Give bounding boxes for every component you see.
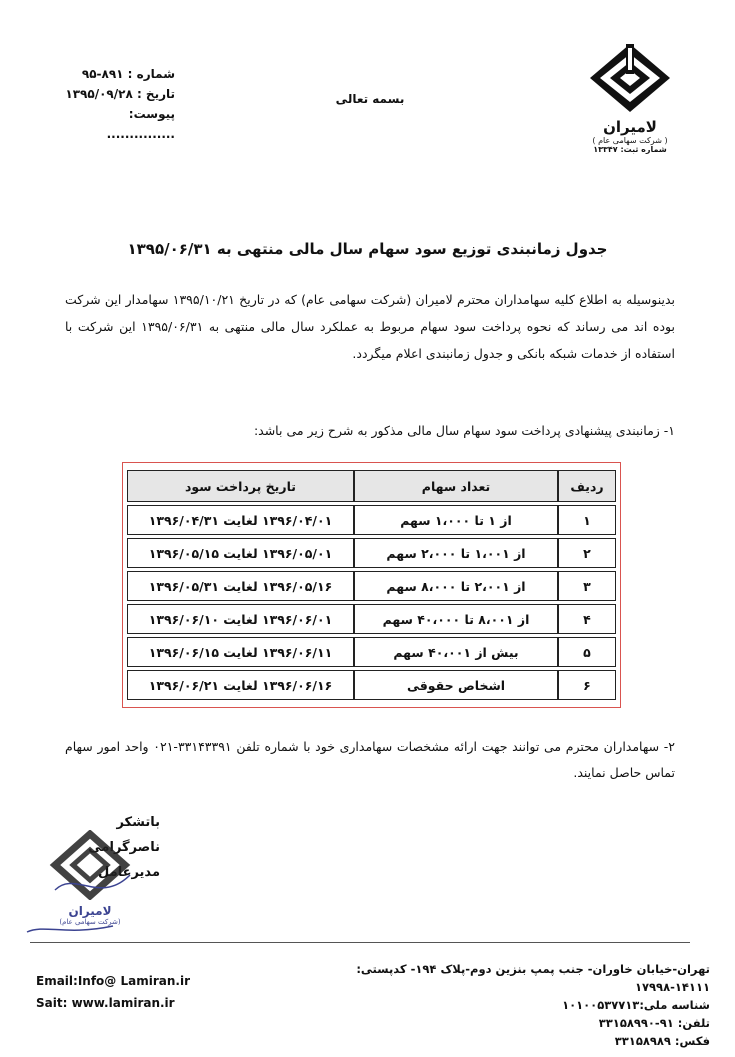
cell-share-range: از ۲،۰۰۱ تا ۸،۰۰۰ سهم xyxy=(354,571,558,601)
col-header-payment-date: تاریخ پرداخت سود xyxy=(127,470,354,502)
col-header-row: ردیف xyxy=(558,470,616,502)
signature-thanks: باتشکر xyxy=(116,815,160,830)
footer-phone: تلفن: ۹۱-۳۳۱۵۸۹۹۰ xyxy=(598,1016,710,1030)
cell-row-number: ۵ xyxy=(558,637,616,667)
stamp-logo-icon xyxy=(45,830,135,900)
letter-date: تاریخ : ۱۳۹۵/۰۹/۲۸ xyxy=(65,87,175,101)
cell-payment-date: ۱۳۹۶/۰۵/۱۶ لغایت ۱۳۹۶/۰۵/۳۱ xyxy=(127,571,354,601)
footer-website: Sait: www.lamiran.ir xyxy=(36,996,175,1010)
cell-share-range: بیش از ۴۰،۰۰۱ سهم xyxy=(354,637,558,667)
cell-row-number: ۱ xyxy=(558,505,616,535)
cell-payment-date: ۱۳۹۶/۰۴/۰۱ لغایت ۱۳۹۶/۰۴/۳۱ xyxy=(127,505,354,535)
company-logo xyxy=(580,42,680,167)
table-row xyxy=(127,538,616,568)
cell-row-number: ۲ xyxy=(558,538,616,568)
cell-payment-date: ۱۳۹۶/۰۶/۰۱ لغایت ۱۳۹۶/۰۶/۱۰ xyxy=(127,604,354,634)
letter-meta xyxy=(60,64,175,144)
logo-name: لامیران xyxy=(603,118,657,136)
stamp-name: لامیران xyxy=(68,904,112,918)
cell-row-number: ۳ xyxy=(558,571,616,601)
intro-paragraph: بدینوسیله به اطلاع کلیه سهامداران محترم لامیران (شرکت سهامی عام) که در تاریخ ۱۳۹۵/۱۰/۲۱ سهامدار این شرکت بوده اند می رساند که نحوه پرداخت سود سهام مربوط به عملکرد سال مالی منتهی به ۱۳۹۵/۰۶/۳۱ این شرکت با استفاده از خدمات شبکه بانکی و جدول زمانبندی اعلام میگردد. xyxy=(65,292,675,361)
cell-row-number: ۴ xyxy=(558,604,616,634)
table-row xyxy=(127,637,616,667)
cell-share-range: از ۱ تا ۱،۰۰۰ سهم xyxy=(354,505,558,535)
cell-share-range: از ۱،۰۰۱ تا ۲،۰۰۰ سهم xyxy=(354,538,558,568)
footer-email: Email:Info@ Lamiran.ir xyxy=(36,974,190,988)
item-2: ۲- سهامداران محترم می توانند جهت ارائه مشخصات سهامداری خود با شماره تلفن ۳۳۱۴۳۳۹۱-۰۲۱ واحد امور سهام تماس حاصل نمایند. xyxy=(65,739,676,780)
table-row xyxy=(127,571,616,601)
footer-national-id: شناسه ملی:۱۰۱۰۰۵۳۷۷۱۳ xyxy=(562,998,710,1012)
cell-payment-date: ۱۳۹۶/۰۵/۰۱ لغایت ۱۳۹۶/۰۵/۱۵ xyxy=(127,538,354,568)
table-header-row xyxy=(127,470,616,502)
table-row xyxy=(127,670,616,700)
signature-title: مدیرعامل xyxy=(98,865,160,880)
schedule-table-frame xyxy=(122,462,621,708)
item-1: ۱- زمانبندی پیشنهادی پرداخت سود سهام سال مالی مذکور به شرح زیر می باشد: xyxy=(253,423,675,438)
lamiran-logo-icon xyxy=(580,42,680,114)
table-row xyxy=(127,604,616,634)
cell-share-range: اشخاص حقوقی xyxy=(354,670,558,700)
signature-scribble-icon xyxy=(25,922,115,936)
cell-payment-date: ۱۳۹۶/۰۶/۱۶ لغایت ۱۳۹۶/۰۶/۲۱ xyxy=(127,670,354,700)
page-title: جدول زمانبندی توزیع سود سهام سال مالی منتهی به ۱۳۹۵/۰۶/۳۱ xyxy=(127,240,608,258)
cell-share-range: از ۸،۰۰۱ تا ۴۰،۰۰۰ سهم xyxy=(354,604,558,634)
letter-number: شماره : ۸۹۱-۹۵ xyxy=(81,67,175,81)
footer-fax: فکس: ۳۳۱۵۸۹۸۹ xyxy=(614,1034,710,1048)
footer-address-block xyxy=(300,960,710,1050)
col-header-shares: تعداد سهام xyxy=(354,470,558,502)
schedule-table xyxy=(127,467,616,703)
logo-registration: شماره ثبت: ۱۳۳۴۷ xyxy=(593,145,667,154)
stamp-company-type: (شرکت سهامی عام) xyxy=(59,918,121,926)
basmala: بسمه تعالی xyxy=(335,92,405,106)
cell-payment-date: ۱۳۹۶/۰۶/۱۱ لغایت ۱۳۹۶/۰۶/۱۵ xyxy=(127,637,354,667)
logo-company-type: ( شرکت سهامی عام ) xyxy=(592,136,668,145)
letter-attachment: پیوست: ............... xyxy=(106,107,175,141)
footer-address: تهران-خیابان خاوران- جنب پمپ بنزین دوم-پلاک ۱۹۴- کدپستی: ۱۴۱۱۱-۱۷۹۹۸ xyxy=(356,962,710,994)
table-row xyxy=(127,505,616,535)
signature-name: ناصرگرامی xyxy=(88,840,160,855)
footer-contact-block xyxy=(36,970,236,1014)
company-stamp xyxy=(45,830,135,940)
footer-divider xyxy=(30,942,690,943)
cell-row-number: ۶ xyxy=(558,670,616,700)
